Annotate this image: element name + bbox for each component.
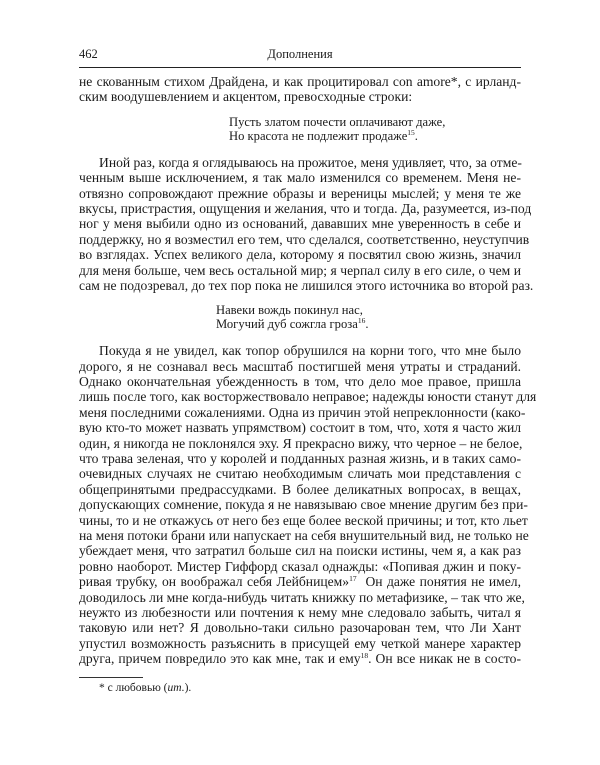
- text-line: таковую или нет? Я довольно-таки сильно разочарован тем, что Ли Хант: [79, 620, 521, 636]
- text-line: сам не подозревал, до тех пор пока не лишился этого источника во второй раз.: [79, 277, 534, 293]
- verse-line: Навеки вождь покинул нас,: [216, 303, 363, 318]
- verse-line: Пусть златом почести оплачивают даже,: [229, 114, 446, 129]
- text-line: для меня больше, чем весь остальной мир; я черпал силу в его силе, о чем и: [79, 262, 521, 278]
- book-page: [79, 47, 537, 694]
- text-line: Иной раз, когда я оглядываюсь на прожитое, меня удивляет, что, за отме-: [99, 154, 522, 170]
- text-line: ровно наоборот. Мистер Гиффорд сказал однажды: «Попивая джин и поку-: [79, 558, 521, 574]
- text-line: на меня потоки брани или напускает на себя внушительный вид, не только не: [79, 527, 529, 543]
- paragraph: [79, 74, 521, 105]
- text-line: друга, причем повредило это как мне, так и ему$^{18}$. Он все никак не в состо-: [79, 651, 521, 667]
- text-line: вкусы, пристрастия, ощущения и желания, что и тогда. Да, разумеется, из-под: [79, 200, 532, 216]
- footnote-rule: [79, 677, 143, 678]
- text-line: не скованным стихом Драйдена, и как процитировал con amore*, с ирланд-: [79, 74, 521, 89]
- text-line: во взглядах. Успех великого дела, которому я посвятил свою жизнь, значил: [79, 247, 521, 263]
- text-line: вую кто-то может назвать упрямством) состоит в том, что, хотя я часто жил: [79, 420, 521, 436]
- text-line: Однако окончательная убежденность в том, что дело мое правое, пришла: [79, 374, 521, 390]
- page-number: 462: [79, 47, 98, 61]
- text-line: неужто из любезности или почтения к нему мне следовало забыть, читал я: [79, 604, 521, 620]
- footnote: * с любовью (ит.).: [99, 681, 192, 694]
- text-line: убеждает меня, что затратил больше сил на поиски истины, чем я, а как раз: [79, 543, 521, 559]
- text-line: лишь после того, как восторжествовало неправое; надежды юности станут для: [79, 389, 537, 405]
- footnote-ref: 18: [360, 651, 369, 661]
- footnote-ref: 17: [349, 574, 357, 584]
- text-line: дорого, я не сознавал весь масштаб постигшей меня утраты и страданий.: [79, 358, 521, 374]
- verse-quote: [79, 115, 521, 143]
- verse-line: Могучий дуб сожгла гроза$^{16}$.: [216, 316, 369, 332]
- text-line: ног у меня выбили одно из оснований, дававших мне уверенность в себе и: [79, 216, 521, 232]
- text-line: отвязно сопровождают прежние образы и вереницы мыслей; у меня те же: [79, 185, 521, 201]
- running-header: [79, 47, 521, 65]
- page-body: [79, 74, 537, 667]
- header-rule: [79, 67, 521, 68]
- verse-quote: [79, 303, 521, 331]
- text-line: меня последними сожалениями. Одна из причин этой непреклонности (како-: [79, 404, 526, 420]
- text-line: один, я никогда не поклонялся эху. Я прекрасно вижу, что черное – не белое,: [79, 435, 523, 451]
- text-line: Покуда я не увидел, как топор обрушился на корни того, что мне было: [99, 343, 521, 359]
- text-line: очевидных случаях не считаю необходимым сличать мои представления с: [79, 466, 521, 482]
- text-line: упустил возможность разъяснить в присущей ему четкой манере характер: [79, 635, 521, 651]
- text-line: ченным выше исключением, я так мало изменился со временем. Меня не-: [79, 170, 521, 186]
- text-line: что трава зеленая, что у королей и подданных разная жизнь, и в таких само-: [79, 451, 521, 467]
- text-line: ривая трубку, он воображал себя Лейбницем»$^{17}$ Он даже понятия не имел,: [79, 574, 521, 590]
- text-line: поддержку, но я возместил его тем, что сделался, соответственно, неуступчив: [79, 231, 530, 247]
- text-line: чины, то и не откажусь от него без еще более веской причины; и тот, кто льет: [79, 512, 528, 528]
- footnote-ref: 15: [407, 127, 415, 137]
- footnote-ref: 16: [357, 316, 366, 326]
- text-line: ским воодушевлением и акцентом, превосходные строки:: [79, 89, 413, 105]
- text-line: общепринятыми предрассудками. В более деликатных вопросах, в вещах,: [79, 481, 521, 497]
- paragraph: [79, 154, 534, 294]
- text-line: допускающих сомнение, покуда я не навязываю свое мнение другим без при-: [79, 497, 528, 513]
- running-title: Дополнения: [267, 47, 333, 61]
- paragraph: [79, 343, 537, 667]
- verse-line: Но красота не подлежит продаже$^{15}$.: [229, 127, 418, 143]
- text-line: доводилось ли мне когда-нибудь читать книжку по метафизике, – так что же,: [79, 589, 525, 605]
